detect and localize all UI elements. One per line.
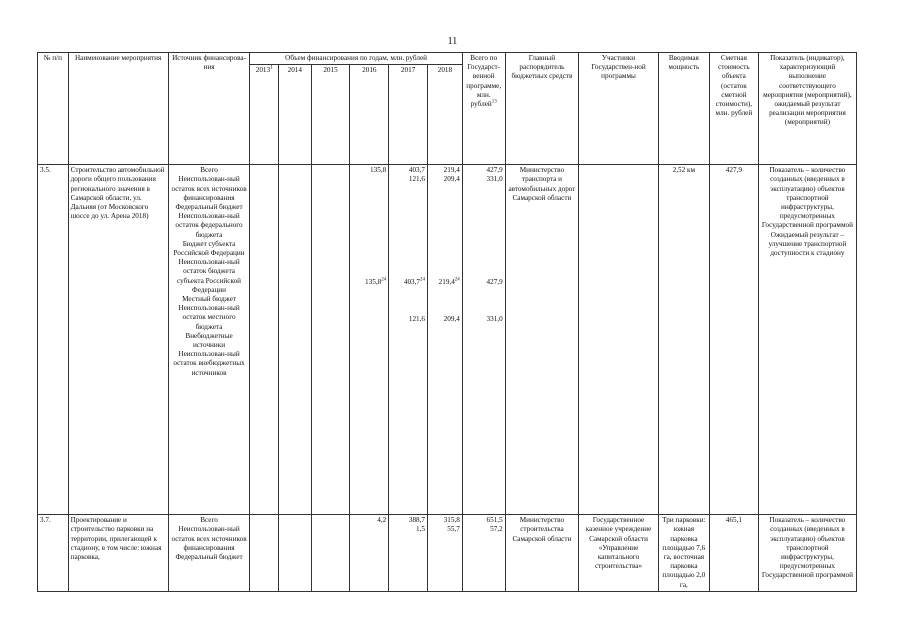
- capacity: Три парковки: южная парковка площадью 7,6 га, восточная парковка площадью 2,0 га,: [658, 515, 709, 592]
- value-2016: 135,8 135,8$^{24}$: [350, 165, 389, 515]
- capacity: 2,52 км: [658, 165, 709, 515]
- measure-name: Строительство автомобильной дороги общего пользования регионального значения в Самарской области, ул. Дальняя (от Московского шоссе до ул. Арена 2018): [68, 165, 168, 515]
- participants: Государственное казенное учреждение Самарской области «Управление капитального строительства»: [579, 515, 659, 592]
- year-header: 2018: [428, 65, 463, 165]
- funding-sources: Всего Неиспользован-ный остаток всех источников финансирования Федеральный бюджет Неиспользован-ный остаток федерального бюджета Бюджет субъекта Российской Федерации Неиспользован-ный остаток бюджета субъекта Российской Федерации Местный бюджет Неиспользован-ный остаток местного бюджета Внебюджетные источники Неиспользован-ный остаток внебюджетных источников: [168, 165, 250, 515]
- col-capacity-header: Вводимая мощность: [658, 53, 709, 165]
- year-header: 2017: [389, 65, 428, 165]
- value-2017: 403,7 121,6 403,7$^{24}$ 121,6: [389, 165, 428, 515]
- table-row: [38, 165, 857, 515]
- year-header: 2015: [311, 65, 350, 165]
- col-name-header: Наименование мероприятия: [68, 53, 168, 165]
- col-cost-header: Сметная стоимость объекта (остаток сметной стоимости), млн. рублей: [709, 53, 758, 165]
- estimated-cost: 427,9: [709, 165, 758, 515]
- distributor: Министерство строительства Самарской области: [505, 515, 579, 592]
- col-total-header: Всего по Государст-венной программе, млн. рублей$^{13}$: [462, 53, 505, 165]
- header-row: [38, 53, 857, 65]
- col-distributor-header: Главный распорядитель бюджетных средств: [505, 53, 579, 165]
- value-2016: 4,2: [350, 515, 389, 592]
- value-2017: 388,7 1,5: [389, 515, 428, 592]
- participants: [579, 165, 659, 515]
- row-number: 3.5.: [38, 165, 69, 515]
- financing-table: [37, 52, 857, 592]
- estimated-cost: 465,1: [709, 515, 758, 592]
- year-header: 2013$^1$: [250, 65, 279, 165]
- value-2018: 219,4 209,4 219,4$^{24}$ 209,4: [428, 165, 463, 515]
- col-source-header: Источник финансирова-ния: [168, 53, 250, 165]
- value-total: 651,5 57,2: [462, 515, 505, 592]
- col-num-header: № п/п: [38, 53, 69, 165]
- funding-sources: Всего Неиспользован-ный остаток всех источников финансирования Федеральный бюджет: [168, 515, 250, 592]
- value-2018: 315,8 55,7: [428, 515, 463, 592]
- table-row: [38, 515, 857, 592]
- col-volume-header: Объем финансирования по годам, млн. рублей: [250, 53, 462, 65]
- value-total: 427,9 331,0 427,9 331,0: [462, 165, 505, 515]
- indicator: Показатель – количество созданных (введенных в эксплуатацию) объектов транспортной инфраструктуры, предусмотренных Государственной программой: [758, 515, 856, 592]
- measure-name: Проектирование и строительство парковки на территории, прилегающей к стадиону, в том числе: южная парковка,: [68, 515, 168, 592]
- distributor: Министерство транспорта и автомобильных дорог Самарской области: [505, 165, 579, 515]
- row-number: 3.7.: [38, 515, 69, 592]
- year-header: 2014: [278, 65, 311, 165]
- year-header: 2016: [350, 65, 389, 165]
- indicator: Показатель – количество созданных (введенных в эксплуатацию) объектов транспортной инфраструктуры, предусмотренных Государственной программой Ожидаемый результат – улучшение транспортной доступности к стадиону: [758, 165, 856, 515]
- col-participants-header: Участники Государствен-ной программы: [579, 53, 659, 165]
- page-number: 11: [447, 36, 458, 47]
- col-indicator-header: Показатель (индикатор), характеризующий выполнение соответствующего мероприятия (мероприятий), ожидаемый результат реализации мероприятия (мероприятий): [758, 53, 856, 165]
